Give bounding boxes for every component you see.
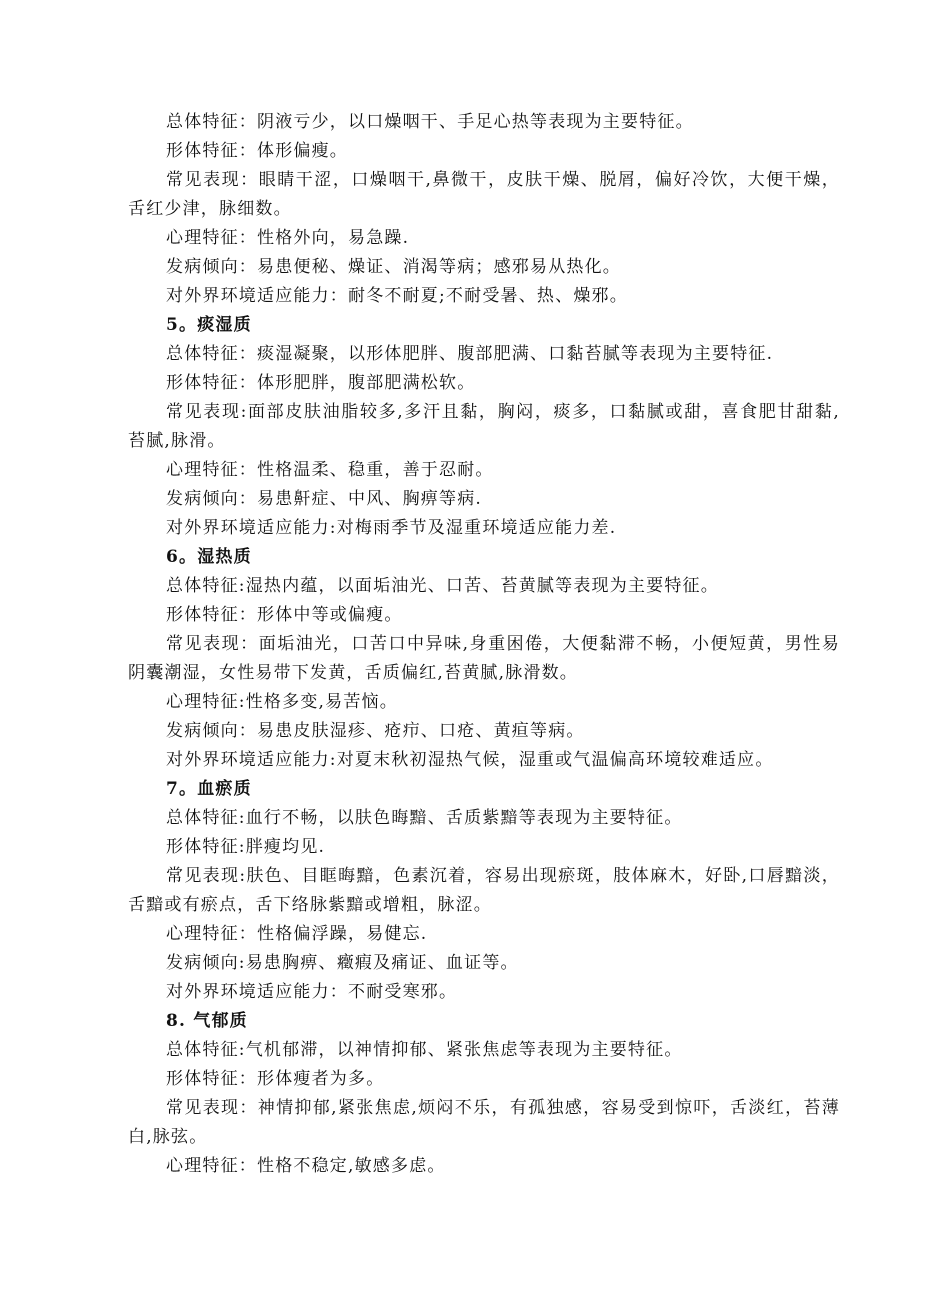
document-body [128, 108, 840, 1181]
section-heading: 6。湿热质 [166, 547, 252, 567]
body-paragraph: 心理特征：性格外向，易急躁. [166, 228, 410, 248]
body-paragraph: 常见表现:面部皮肤油脂较多,多汗且黏，胸闷，痰多，口黏腻或甜，喜食肥甘甜黏,苔腻,脉滑。 [128, 402, 840, 451]
body-paragraph: 形体特征:胖瘦均见. [166, 837, 326, 857]
body-paragraph: 对外界环境适应能力：不耐受寒邪。 [166, 982, 458, 1002]
body-paragraph: 发病倾向：易患皮肤湿疹、疮疖、口疮、黄疸等病。 [166, 721, 585, 741]
body-paragraph: 发病倾向:易患胸痹、癥瘕及痛证、血证等。 [166, 953, 519, 973]
body-paragraph: 形体特征：形体中等或偏瘦。 [166, 605, 403, 625]
body-paragraph: 发病倾向：易患鼾症、中风、胸痹等病. [166, 489, 483, 509]
body-paragraph: 心理特征：性格不稳定,敏感多虑。 [166, 1156, 446, 1176]
body-paragraph: 对外界环境适应能力:对梅雨季节及湿重环境适应能力差. [166, 518, 617, 538]
body-paragraph: 发病倾向：易患便秘、燥证、消渴等病；感邪易从热化。 [166, 257, 621, 277]
body-paragraph: 对外界环境适应能力:对夏末秋初湿热气候，湿重或气温偏高环境较难适应。 [166, 750, 774, 770]
body-paragraph: 总体特征:气机郁滞，以神情抑郁、紧张焦虑等表现为主要特征。 [166, 1040, 683, 1060]
body-paragraph: 常见表现：神情抑郁,紧张焦虑,烦闷不乐，有孤独感，容易受到惊吓，舌淡红，苔薄白,脉弦。 [128, 1098, 840, 1147]
section-heading: 7。血瘀质 [166, 779, 252, 799]
body-paragraph: 常见表现:肤色、目眶晦黯，色素沉着，容易出现瘀斑，肢体麻木，好卧,口唇黯淡，舌黯或有瘀点，舌下络脉紫黯或增粗，脉涩。 [128, 866, 840, 915]
body-paragraph: 总体特征：阴液亏少，以口燥咽干、手足心热等表现为主要特征。 [166, 112, 694, 132]
body-paragraph: 心理特征:性格多变,易苦恼。 [166, 692, 398, 712]
body-paragraph: 形体特征：体形肥胖，腹部肥满松软。 [166, 373, 476, 393]
body-paragraph: 总体特征:湿热内蕴，以面垢油光、口苦、苔黄腻等表现为主要特征。 [166, 576, 719, 596]
body-paragraph: 心理特征：性格偏浮躁，易健忘. [166, 924, 428, 944]
body-paragraph: 形体特征：形体瘦者为多。 [166, 1069, 385, 1089]
body-paragraph: 常见表现：面垢油光，口苦口中异味,身重困倦，大便黏滞不畅，小便短黄，男性易阴囊潮湿，女性易带下发黄，舌质偏红,苔黄腻,脉滑数。 [128, 634, 840, 683]
body-paragraph: 总体特征：痰湿凝聚，以形体肥胖、腹部肥满、口黏苔腻等表现为主要特征. [166, 344, 774, 364]
body-paragraph: 总体特征:血行不畅，以肤色晦黯、舌质紫黯等表现为主要特征。 [166, 808, 683, 828]
section-heading: 5。痰湿质 [166, 315, 252, 335]
body-paragraph: 常见表现：眼睛干涩，口燥咽干,鼻微干，皮肤干燥、脱屑，偏好冷饮，大便干燥，舌红少津，脉细数。 [128, 170, 840, 219]
section-heading: 8. 气郁质 [166, 1011, 248, 1031]
body-paragraph: 心理特征：性格温柔、稳重，善于忍耐。 [166, 460, 494, 480]
body-paragraph: 对外界环境适应能力：耐冬不耐夏;不耐受暑、热、燥邪。 [166, 286, 628, 306]
body-paragraph: 形体特征：体形偏瘦。 [166, 141, 348, 161]
